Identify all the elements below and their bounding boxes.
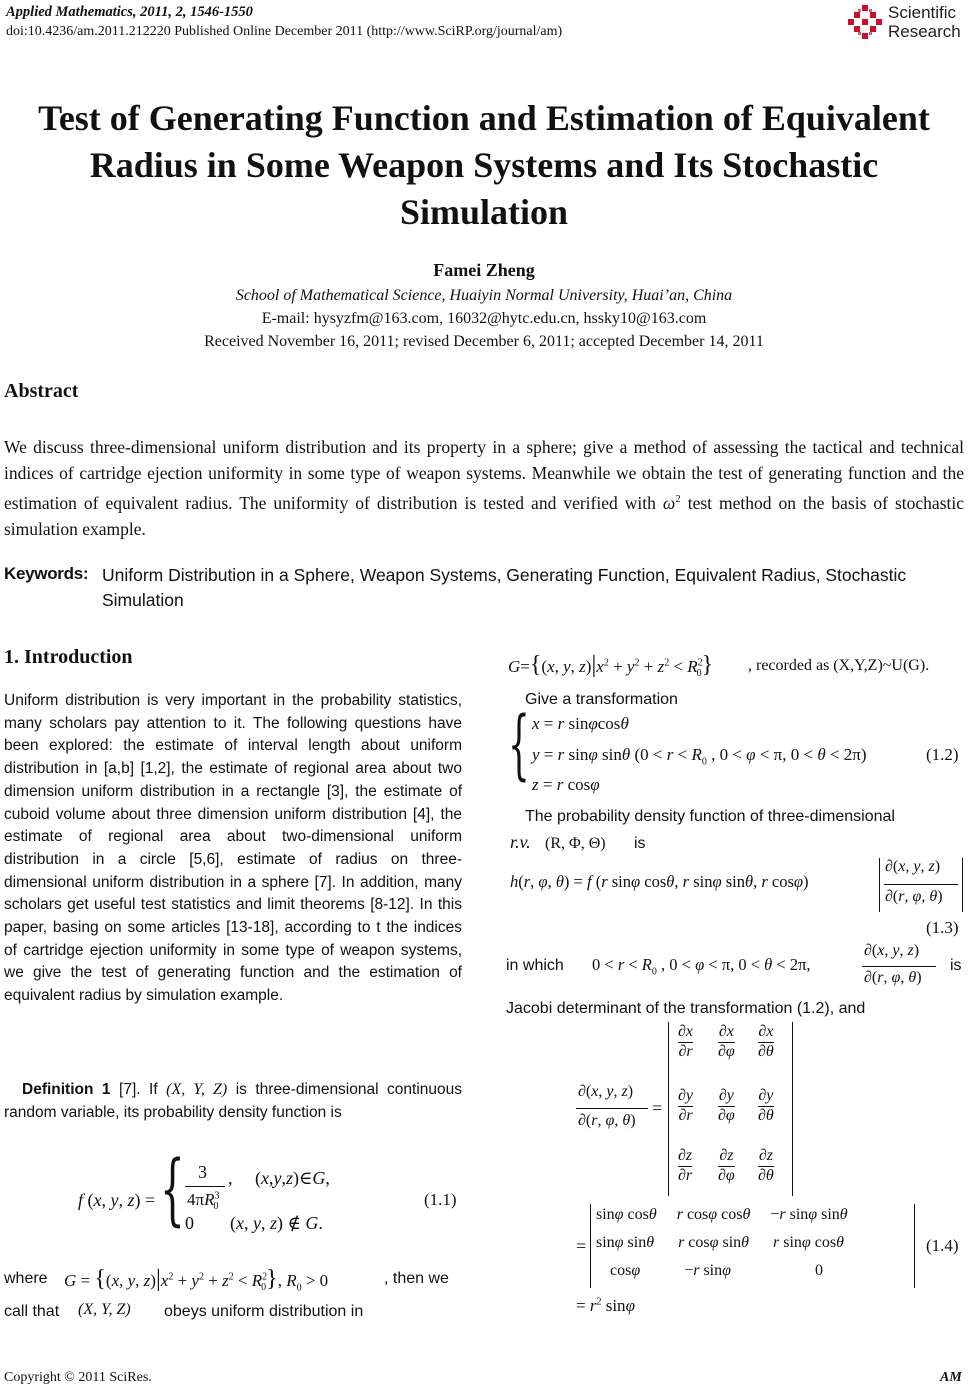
intro-heading: 1. Introduction (4, 646, 133, 668)
eq-number-1-3: (1.3) (926, 918, 959, 937)
keywords-label: Keywords: (4, 564, 89, 583)
eq-1-3-num: ∂(x, y, z) (885, 858, 941, 875)
eq-1-2-y: y = r sinφ sinθ ($0 < r < R_0$ , 0 < φ < π, 0 < θ < 2π) (532, 745, 867, 768)
where-label: where (4, 1270, 48, 1287)
jacobian-bar-left (668, 1022, 669, 1196)
jacobi-text: Jacobi determinant of the transformation (1.2), and (506, 1000, 866, 1017)
rv-label: r.v. (510, 832, 531, 852)
affiliation: School of Mathematical Science, Huaiyin Normal University, Huai’an, China (235, 287, 733, 304)
definition-paragraph (4, 1078, 462, 1124)
eq-1-4-row-2: sinφ sinθ r cosφ sinθ r sinφ cosθ (596, 1234, 844, 1251)
jacobian-lhs-den: ∂(r, φ, θ) (578, 1112, 636, 1129)
keywords-text: Uniform Distribution in a Sphere, Weapon Systems, Generating Function, Equivalent Radius, Stochastic Simulation (102, 565, 907, 610)
jac-dy-dphi: ∂y ∂φ (718, 1087, 735, 1124)
journal-volume: , 2011, 2, 1546-1550 (132, 4, 253, 20)
where-set-definition: G = {(x, y, $z)|x^2 + y^2 + z^2 < R^2_0$}, $R_0 > 0$ (64, 1266, 329, 1294)
call-text-b: obeys uniform distribution in (164, 1303, 364, 1320)
title-line-2: Radius in Some Weapon Systems and Its Stochastic (89, 145, 879, 185)
in-which-ranges: $0 < r < R_0$ , 0 < φ < π, 0 < θ < 2π, (592, 955, 811, 978)
definition-variable: (X, Y, Z) (166, 1081, 228, 1098)
in-which-fraction-bar (862, 966, 936, 967)
jac-dy-dr: ∂y ∂r (678, 1087, 694, 1124)
in-which-is: is (950, 957, 962, 974)
paper-title (0, 95, 968, 236)
eq-number-1-1: (1.1) (424, 1190, 457, 1209)
eq-1-4-bar-left (590, 1204, 591, 1288)
jac-dz-dphi: ∂z ∂φ (718, 1147, 735, 1184)
abstract-text-after: test method on the basis of stochastic simulation example. (4, 492, 964, 539)
in-which-jac-num: ∂(x, y, z) (864, 942, 920, 959)
eq-1-1-fraction-bar (185, 1186, 225, 1187)
definition-text-b: is three-dimensional continuous random variable, its probability density function is (4, 1081, 462, 1121)
definition-text-a: [7]. If (110, 1081, 167, 1098)
abstract-text-before: We discuss three-dimensional uniform distribution and its property in a sphere; give a method of assessing the tactical and technical indices of cartridge ejection uniformity in some type of weapon systems. Meanwhile we obtain the test of generating function and the estimation of equivalent radius. The uniformity of distribution is tested and verified with (4, 437, 964, 513)
eq-1-4-equals: = (576, 1236, 587, 1256)
received-line: Received November 16, 2011; revised December 6, 2011; accepted December 14, 2011 (204, 333, 764, 350)
abstract-heading: Abstract (4, 380, 79, 402)
logo-line-1: Scientific (888, 3, 957, 22)
jac-dz-dtheta: ∂z ∂θ (758, 1147, 774, 1184)
journal-header (6, 4, 253, 21)
eq-1-3-abs-right (962, 858, 963, 912)
set-g-definition: G={(x, y, $z)|x^2 + y^2 + z^2 < R^2_0$} (508, 652, 714, 680)
eq-1-4-row-3: cosφ −r sinφ 0 (610, 1262, 823, 1279)
jac-dx-dr: ∂x ∂r (678, 1023, 694, 1060)
author-name: Famei Zheng (433, 260, 535, 280)
eq-1-1-numerator: 3 (198, 1162, 207, 1182)
eq-1-2-z: z = r cosφ (532, 775, 600, 794)
eq-1-3-abs-left (879, 858, 880, 912)
abstract-body (4, 434, 964, 542)
in-which-jac-den: ∂(r, φ, θ) (864, 969, 922, 986)
eq-1-3-den: ∂(r, φ, θ) (885, 888, 943, 905)
eq-1-1-denominator: $4\pi R^3_0$ (187, 1190, 220, 1213)
eq-1-1-brace: { (160, 1145, 185, 1235)
then-text: , then we (384, 1270, 449, 1287)
eq-number-1-2: (1.2) (926, 745, 959, 764)
rv-is: is (634, 835, 646, 852)
jacobian-lhs-num: ∂(x, y, z) (578, 1083, 634, 1100)
email-line: E-mail: hysyzfm@163.com, 16032@hytc.edu.cn, hssky10@163.com (261, 310, 707, 327)
recorded-as: , recorded as (X,Y,Z)~U(G). (748, 657, 930, 674)
jacobian-bar-right (792, 1022, 793, 1196)
pdf-text: The probability density function of three-dimensional (525, 808, 895, 825)
call-variable: (X, Y, Z) (78, 1301, 131, 1318)
eq-1-4-bar-right (914, 1204, 915, 1288)
eq-1-4-result: = $r^2$ sinφ (576, 1296, 635, 1315)
doi-line: doi:10.4236/am.2011.212220 Published Online December 2011 (http://www.SciRP.org/journal/am) (6, 24, 563, 39)
logo-text (888, 3, 961, 41)
in-which: in which (506, 957, 564, 974)
jac-dx-dphi: ∂x ∂φ (718, 1023, 735, 1060)
jacobian-lhs-bar (576, 1108, 648, 1109)
title-line-1: Test of Generating Function and Estimation of Equivalent (38, 98, 930, 138)
intro-paragraph: Uniform distribution is very important in the probability statistics, many scholars pay attention to it. The following questions have been explored: the estimate of interval length about uniform distribution in [a,b] [1,2], the estimate of regional area about two dimension uniform distribution in a rectangle [3], the estimate of cuboid volume about three dimension uniform distribution [4], the estimate of regional area about two-dimensional uniform distribution in a circle [5,6], estimate of radius on three-dimensional uniform distribution in a sphere [7]. In addition, many scholars get useful test statistics and limit theorems [8-12]. In this paper, basing on some articles [13-18], according to t the indices of cartridge ejection uniformity in some type of weapon systems, we give the test of generating function and the estimation of equivalent radius by simulation example. (4, 692, 462, 1005)
eq-1-1-case-1: , (x,y,z)∈G, (228, 1168, 330, 1188)
omega-superscript: 2 (675, 493, 681, 505)
jacobian-equals: = (652, 1098, 663, 1118)
jac-dx-dtheta: ∂x ∂θ (758, 1023, 774, 1060)
omega-symbol: ω (662, 492, 676, 513)
jac-dz-dr: ∂z ∂r (678, 1147, 693, 1184)
title-line-3: Simulation (399, 192, 569, 232)
eq-1-4-row-1: sinφ cosθ r cosφ cosθ −r sinφ sinθ (596, 1206, 848, 1223)
call-text-a: call that (4, 1303, 60, 1320)
eq-1-2-brace: { (508, 699, 530, 788)
footer-copyright: Copyright © 2011 SciRes. (4, 1370, 152, 1385)
eq-1-2-x: x = r sinφcosθ (532, 714, 629, 733)
publisher-logo (846, 3, 968, 45)
rv-variables: (R, Φ, Θ) (545, 835, 606, 852)
logo-mark-icon (846, 3, 886, 43)
eq-1-3-fraction-bar (884, 884, 958, 885)
journal-name: Applied Mathematics (6, 4, 133, 20)
footer-journal-abbr: AM (940, 1370, 962, 1385)
eq-number-1-4: (1.4) (926, 1236, 959, 1255)
give-transformation: Give a transformation (525, 691, 678, 708)
logo-line-2: Research (888, 22, 961, 41)
jac-dy-dtheta: ∂y ∂θ (758, 1087, 774, 1124)
eq-1-1-case-2: 0 (x, y, z) ∉ G. (185, 1213, 323, 1233)
definition-label: Definition 1 (22, 1081, 111, 1098)
eq-1-3-body: h(r, φ, θ) = f (r sinφ cosθ, r sinφ sinθ, r cosφ) (510, 872, 809, 891)
eq-1-1-lhs: f (x, y, z) = (78, 1190, 156, 1210)
